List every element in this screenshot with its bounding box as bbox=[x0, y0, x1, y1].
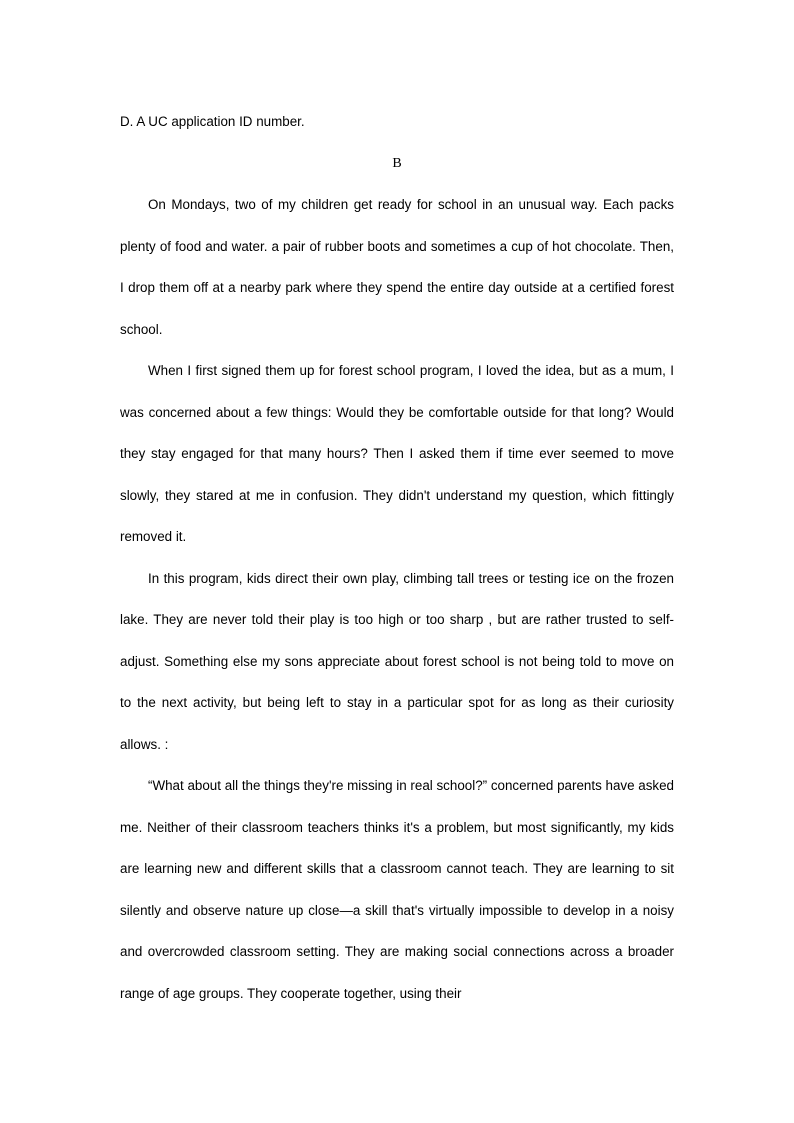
passage-text-block bbox=[120, 101, 674, 1014]
paragraph-3: In this program, kids direct their own play, climbing tall trees or testing ice on the frozen lake. They are never told their play is too high or too sharp , but are rather trusted to self-adjust. Something else my sons appreciate about forest school is not being told to move on to the next activity, but being left to stay in a particular spot for as long as their curiosity allows. : bbox=[120, 570, 674, 752]
passage-section-label: B bbox=[392, 155, 402, 171]
paragraph-2: When I first signed them up for forest school program, I loved the idea, but as a mum, I was concerned about a few things: Would they be comfortable outside for that long? Would they stay engaged for that many hours? Then I asked them if time ever seemed to move slowly, they stared at me in confusion. They didn't understand my question, which fittingly removed it. bbox=[120, 363, 674, 544]
paragraph-4: “What about all the things they're missing in real school?” concerned parents have asked me. Neither of their classroom teachers thinks it's a problem, but most significantly, my kids are learning new and different skills that a classroom cannot teach. They are learning to sit silently and observe nature up close—a skill that's virtually impossible to develop in a noisy and overcrowded classroom setting. They are making social connections across a broader range of age groups. They cooperate together, using their bbox=[120, 778, 674, 1001]
answer-option-d: D. A UC application ID number. bbox=[120, 114, 305, 129]
paragraph-1: On Mondays, two of my children get ready for school in an unusual way. Each packs plenty of food and water. a pair of rubber boots and sometimes a cup of hot chocolate. Then, I drop them off at a nearby park where they spend the entire day outside at a certified forest school. bbox=[120, 197, 674, 337]
